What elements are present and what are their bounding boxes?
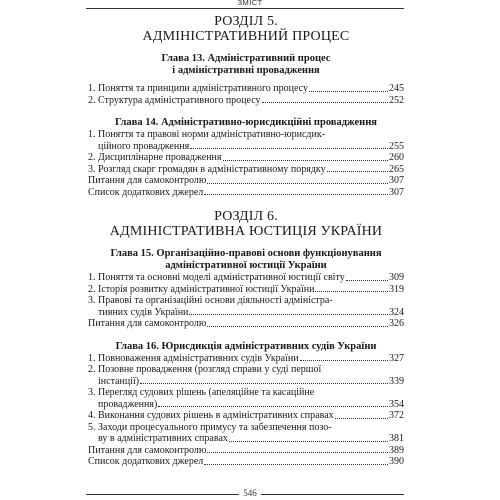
dot-leader	[223, 160, 388, 161]
toc-entry[interactable]	[88, 410, 404, 422]
toc-entry-page: 389	[389, 444, 404, 456]
toc-entry-text: 2. Історія розвитку адміністративної юстиції України	[88, 283, 315, 295]
toc-entry-text: 1. Повноваження адміністративних судів України	[88, 352, 299, 364]
chapter-14-title-line1: Глава 14. Адміністративно-юрисдикційні провадження	[115, 117, 377, 128]
toc-entry-page: 372	[389, 410, 404, 421]
dot-leader	[204, 464, 388, 465]
section-6-title	[88, 209, 404, 239]
toc-entry-text: 2. Структура адміністративного процесу	[88, 94, 261, 106]
toc-entry-page: 307	[389, 186, 404, 198]
toc-entry[interactable]	[88, 95, 404, 107]
toc-entry-text: 1. Поняття та принципи адміністративного процесу	[88, 83, 308, 94]
chapter-13-title	[88, 53, 404, 77]
header-rule	[86, 8, 404, 9]
toc-entry-text: 3. Розгляд скарг громадян в адміністративному порядку	[88, 163, 326, 175]
toc-entry[interactable]	[88, 164, 404, 176]
page-number	[0, 488, 500, 498]
dot-leader	[262, 102, 388, 103]
chapter-16-entries	[88, 353, 404, 468]
toc-entry-page: 354	[389, 398, 404, 410]
toc-entry-page: 326	[389, 318, 404, 329]
chapter-16-title	[88, 341, 404, 353]
dot-leader	[309, 91, 388, 92]
toc-entry-page: 319	[389, 283, 404, 295]
toc-entry-page: 309	[389, 272, 404, 283]
dot-leader	[204, 194, 388, 195]
chapter-13-entries	[88, 83, 404, 106]
dot-leader	[158, 406, 388, 407]
toc-entry-text-cont: ційного провадження	[98, 140, 190, 152]
toc-entry-text-cont: провадження)	[98, 398, 158, 410]
dot-leader	[207, 326, 388, 327]
dot-leader	[327, 171, 388, 172]
toc-entry-page: 265	[389, 163, 404, 175]
toc-entry[interactable]	[88, 272, 404, 284]
toc-entry[interactable]	[88, 353, 404, 365]
toc-entry-text-cont: ву в адміністративних справах	[98, 433, 228, 444]
toc-entry-page: 381	[389, 433, 404, 444]
toc-entry-page: 252	[389, 94, 404, 106]
dot-leader	[207, 452, 388, 453]
toc-entry-page: 307	[389, 175, 404, 186]
toc-entry-text-cont: інстанції)	[98, 375, 140, 387]
toc-entry-page: 255	[389, 140, 404, 152]
dot-leader	[189, 314, 388, 315]
running-head-text: ЗМІСТ	[233, 0, 266, 7]
toc-entry[interactable]	[88, 364, 404, 387]
toc-entry-page: 245	[389, 83, 404, 94]
toc-entry[interactable]	[88, 387, 404, 410]
chapter-14-entries	[88, 129, 404, 198]
toc-entry[interactable]	[88, 445, 404, 457]
section-5-name: АДМІНІСТРАТИВНИЙ ПРОЦЕС	[142, 29, 350, 44]
toc-entry-text-cont: тивних судів України	[98, 306, 189, 318]
dot-leader	[335, 418, 388, 419]
chapter-13-title-line2: і адміністративні провадження	[172, 65, 320, 76]
chapter-13-title-line1: Глава 13. Адміністративний процес	[161, 53, 331, 64]
section-5-title	[88, 14, 404, 44]
toc-entry-page: 324	[389, 306, 404, 318]
dot-leader	[140, 383, 388, 384]
toc-entry-text: Питання для самоконтролю	[88, 318, 207, 329]
toc-entry-text: Список додаткових джерел	[88, 186, 204, 198]
dot-leader	[315, 291, 388, 292]
toc-entry[interactable]	[88, 175, 404, 187]
toc-entry-page: 339	[389, 375, 404, 387]
toc-entry-text: 3. Перегляд судових рішень (апеляційне та касаційне	[88, 387, 315, 398]
toc-entry-text: Список додаткових джерел	[88, 456, 204, 467]
toc-entry-text: Питання для самоконтролю	[88, 175, 207, 186]
chapter-15-title-line2: адміністративної юстиції України	[165, 260, 327, 271]
chapter-16-title-line1: Глава 16. Юрисдикція адміністративних судів України	[115, 340, 377, 352]
toc-entry[interactable]	[88, 83, 404, 95]
dot-leader	[190, 148, 388, 149]
toc-entry[interactable]	[88, 318, 404, 330]
toc-entry-page: 260	[389, 152, 404, 163]
toc-entry[interactable]	[88, 456, 404, 468]
section-5-number: РОЗДІЛ 5.	[214, 14, 278, 29]
dot-leader	[346, 280, 388, 281]
toc-entry[interactable]	[88, 284, 404, 296]
toc-entry-text: 4. Виконання судових рішень в адміністративних справах	[88, 410, 334, 421]
chapter-15-entries	[88, 272, 404, 330]
toc-entry[interactable]	[88, 152, 404, 164]
toc-entry-text: 2. Позовне провадження (розгляд справи у суді першої	[88, 364, 322, 375]
dot-leader	[207, 183, 388, 184]
toc-entry-page: 327	[389, 352, 404, 364]
dot-leader	[300, 360, 388, 361]
toc-entry[interactable]	[88, 187, 404, 199]
chapter-14-title	[88, 117, 404, 129]
section-6-number: РОЗДІЛ 6.	[214, 209, 278, 224]
toc-entry[interactable]	[88, 295, 404, 318]
dot-leader	[229, 441, 388, 442]
page-number-text: 546	[239, 488, 261, 498]
toc-entry[interactable]	[88, 422, 404, 445]
toc-content	[88, 14, 404, 468]
toc-entry-text: 1. Поняття та правові норми адміністративно-юрисдик-	[88, 129, 326, 140]
running-head	[0, 0, 500, 7]
toc-entry[interactable]	[88, 129, 404, 152]
chapter-15-title-line1: Глава 15. Організаційно-правові основи функціонування	[110, 248, 382, 259]
toc-entry-text: 5. Заходи процесуального примусу та забезпечення позо-	[88, 421, 332, 433]
toc-entry-text: 3. Правові та організаційні основи діяльності адміністра-	[88, 295, 333, 306]
toc-entry-text: Питання для самоконтролю	[88, 444, 207, 456]
section-6-name: АДМІНІСТРАТИВНА ЮСТИЦІЯ УКРАЇНИ	[109, 224, 383, 239]
toc-entry-text: 1. Поняття та основні моделі адміністративної юстиції світу	[88, 272, 345, 283]
chapter-15-title	[88, 248, 404, 272]
toc-entry-page: 390	[389, 456, 404, 467]
toc-entry-text: 2. Дисциплінарне провадження	[88, 152, 222, 163]
